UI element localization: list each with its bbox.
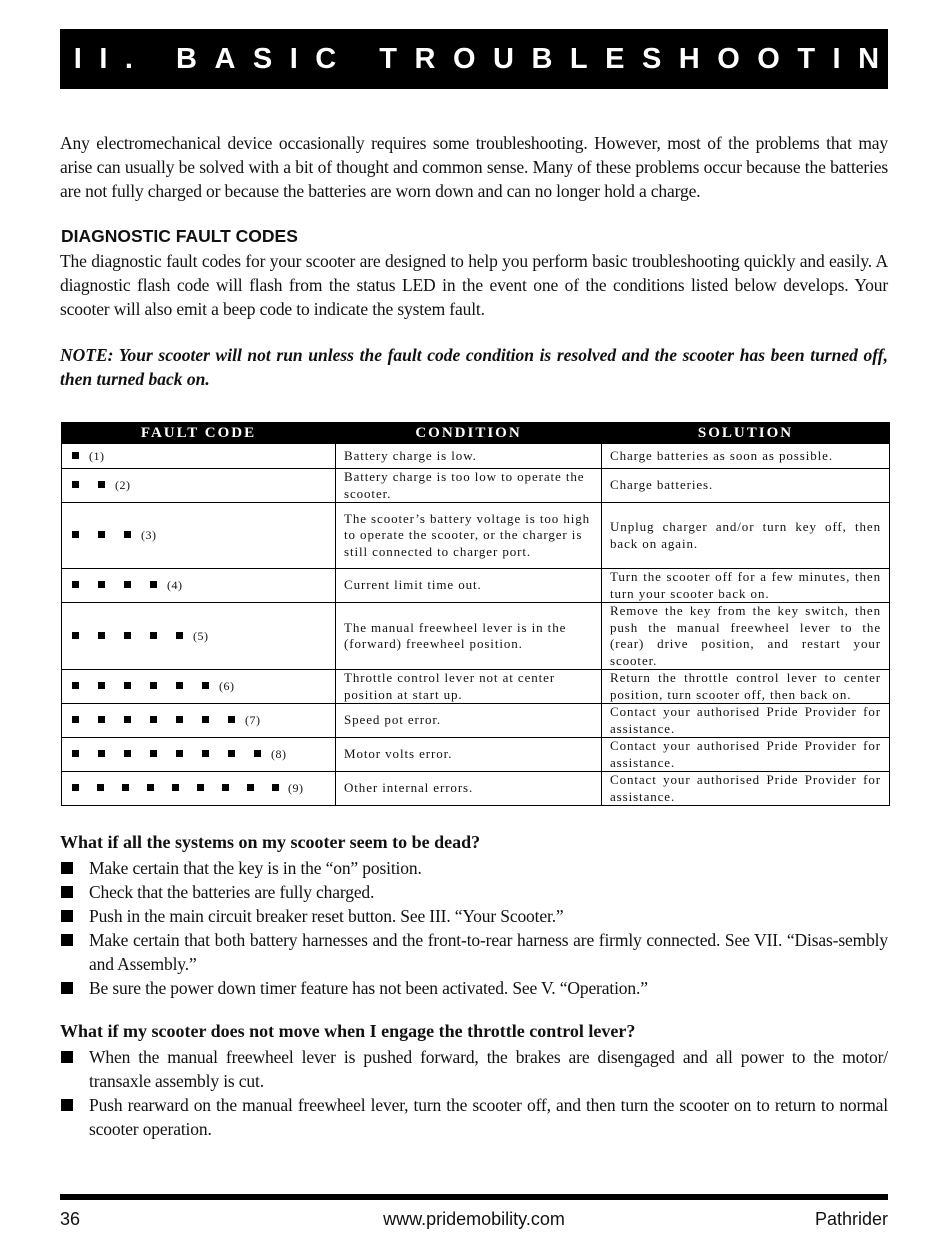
solution-cell: Charge batteries as soon as possible.: [602, 444, 890, 469]
header-solution: SOLUTION: [602, 423, 890, 444]
flash-square-icon: [147, 784, 154, 791]
list-item-text: Push rearward on the manual freewheel lever, turn the scooter off, and then turn the scooter on to return to normal scooter operation.: [89, 1095, 888, 1139]
flash-square-icon: [72, 750, 79, 757]
flash-square-icon: [72, 682, 79, 689]
flash-square-icon: [254, 750, 261, 757]
flash-square-icon: [98, 716, 105, 723]
fault-code-table: [61, 422, 890, 806]
flash-square-icon: [197, 784, 204, 791]
table-header-row: [62, 423, 890, 444]
fault-code-number: (5): [193, 628, 209, 643]
fault-code-cell: [62, 569, 336, 603]
flash-square-icon: [122, 784, 129, 791]
fault-code-number: (6): [219, 679, 235, 694]
flash-square-icon: [272, 784, 279, 791]
flash-squares: [72, 678, 228, 693]
fault-code-number: (4): [167, 578, 183, 593]
fault-code-number: (9): [288, 781, 304, 796]
condition-cell: Current limit time out.: [336, 569, 602, 603]
footer-rule: [60, 1194, 888, 1200]
square-bullet-icon: [61, 1051, 73, 1063]
table-row: [62, 603, 890, 670]
solution-cell: Contact your authorised Pride Provider for assistance.: [602, 738, 890, 772]
fault-code-number: (3): [141, 528, 157, 543]
fault-code-cell: [62, 503, 336, 569]
flash-square-icon: [176, 682, 183, 689]
flash-square-icon: [150, 632, 157, 639]
flash-square-icon: [150, 750, 157, 757]
list-item-text: Be sure the power down timer feature has not been activated. See V. “Operation.”: [89, 978, 648, 998]
list-item-text: Push in the main circuit breaker reset button. See III. “Your Scooter.”: [89, 906, 564, 926]
flash-square-icon: [202, 716, 209, 723]
flash-square-icon: [98, 682, 105, 689]
condition-cell: Motor volts error.: [336, 738, 602, 772]
table-row: [62, 444, 890, 469]
square-bullet-icon: [61, 910, 73, 922]
fault-code-cell: [62, 603, 336, 670]
flash-square-icon: [247, 784, 254, 791]
flash-square-icon: [97, 784, 104, 791]
condition-cell: Battery charge is too low to operate the scooter.: [336, 469, 602, 503]
flash-square-icon: [72, 452, 79, 459]
flash-squares: [72, 780, 297, 795]
list-item: [60, 1045, 888, 1093]
fault-code-cell: [62, 738, 336, 772]
flash-square-icon: [124, 682, 131, 689]
flash-square-icon: [124, 716, 131, 723]
faq-question-dead-systems: What if all the systems on my scooter seem to be dead?: [60, 832, 481, 852]
list-item-text: Make certain that the key is in the “on” position.: [89, 858, 422, 878]
condition-cell: The scooter’s battery voltage is too high to operate the scooter, or the charger is still connected to charger port.: [336, 503, 602, 569]
flash-square-icon: [124, 632, 131, 639]
solution-cell: Contact your authorised Pride Provider for assistance.: [602, 704, 890, 738]
list-item: [60, 928, 888, 976]
table-row: [62, 469, 890, 503]
square-bullet-icon: [61, 1099, 73, 1111]
flash-square-icon: [124, 750, 131, 757]
flash-square-icon: [150, 682, 157, 689]
table-row: [62, 738, 890, 772]
page-number: 36: [60, 1209, 81, 1229]
solution-cell: Remove the key from the key switch, then push the manual freewheel lever to the (rear) drive position, and restart your scooter.: [602, 603, 890, 670]
fault-code-cell: [62, 704, 336, 738]
list-item: [60, 856, 888, 880]
note-paragraph: NOTE: Your scooter will not run unless the fault code condition is resolved and the scooter has been turned off, then turned back on.: [60, 345, 888, 389]
header-fault-code: FAULT CODE: [62, 423, 336, 444]
list-item-text: Make certain that both battery harnesses and the front-to-rear harness are firmly connected. See VII. “Disas-sembly and Assembly.”: [89, 930, 888, 974]
fault-code-cell: [62, 469, 336, 503]
flash-square-icon: [124, 531, 131, 538]
table-row: [62, 569, 890, 603]
fault-code-number: (1): [89, 448, 105, 463]
flash-square-icon: [98, 581, 105, 588]
flash-square-icon: [150, 716, 157, 723]
flash-square-icon: [98, 481, 105, 488]
faq-question-no-move: What if my scooter does not move when I engage the throttle control lever?: [60, 1021, 636, 1041]
flash-squares: [72, 746, 280, 761]
flash-squares: [72, 527, 150, 542]
flash-squares: [72, 577, 176, 592]
flash-square-icon: [202, 682, 209, 689]
square-bullet-icon: [61, 982, 73, 994]
flash-square-icon: [202, 750, 209, 757]
flash-square-icon: [98, 531, 105, 538]
intro-paragraph: Any electromechanical device occasionally requires some troubleshooting. However, most of the problems that may arise can usually be solved with a bit of thought and common sense. Many of these problems occur because the batteries are not fully charged or because the batteries are worn down and can no longer hold a charge.: [60, 133, 888, 201]
list-item: [60, 880, 888, 904]
flash-square-icon: [228, 750, 235, 757]
list-item-text: Check that the batteries are fully charged.: [89, 882, 375, 902]
section-title: VIII. BASIC TROUBLESHOOTING: [60, 29, 888, 89]
flash-square-icon: [72, 481, 79, 488]
list-item-text: When the manual freewheel lever is pushed forward, the brakes are disengaged and all power to the motor/ transaxle assembly is cut.: [89, 1047, 888, 1091]
condition-cell: Battery charge is low.: [336, 444, 602, 469]
fault-code-cell: [62, 444, 336, 469]
flash-square-icon: [222, 784, 229, 791]
faq-list-dead-systems: [60, 856, 888, 1000]
square-bullet-icon: [61, 862, 73, 874]
flash-square-icon: [176, 750, 183, 757]
table-row: [62, 704, 890, 738]
list-item: [60, 1093, 888, 1141]
solution-cell: Contact your authorised Pride Provider for assistance.: [602, 772, 890, 806]
flash-square-icon: [228, 716, 235, 723]
flash-square-icon: [72, 632, 79, 639]
flash-square-icon: [150, 581, 157, 588]
flash-square-icon: [98, 632, 105, 639]
solution-cell: Charge batteries.: [602, 469, 890, 503]
condition-cell: Other internal errors.: [336, 772, 602, 806]
fault-code-cell: [62, 670, 336, 704]
flash-square-icon: [72, 716, 79, 723]
list-item: [60, 904, 888, 928]
faq-list-no-move: [60, 1045, 888, 1141]
flash-square-icon: [176, 632, 183, 639]
table-row: [62, 503, 890, 569]
flash-square-icon: [72, 581, 79, 588]
flash-square-icon: [72, 784, 79, 791]
product-name: Pathrider: [814, 1209, 888, 1229]
condition-cell: Speed pot error.: [336, 704, 602, 738]
diagnostic-heading: DIAGNOSTIC FAULT CODES: [61, 226, 298, 246]
fault-code-number: (7): [245, 713, 261, 728]
table-row: [62, 670, 890, 704]
footer: [60, 1209, 888, 1235]
footer-url: www.pridemobility.com: [383, 1209, 565, 1229]
flash-square-icon: [124, 581, 131, 588]
diagnostic-paragraph: The diagnostic fault codes for your scooter are designed to help you perform basic troubleshooting quickly and easily. A diagnostic flash code will flash from the status LED in the event one of the conditions listed below develops. Your scooter will also emit a beep code to indicate the system fault.: [60, 251, 888, 319]
table-row: [62, 772, 890, 806]
fault-code-number: (2): [115, 478, 131, 493]
header-condition: CONDITION: [336, 423, 602, 444]
square-bullet-icon: [61, 934, 73, 946]
flash-square-icon: [98, 750, 105, 757]
flash-squares: [72, 712, 254, 727]
solution-cell: Turn the scooter off for a few minutes, then turn your scooter back on.: [602, 569, 890, 603]
flash-square-icon: [172, 784, 179, 791]
fault-code-number: (8): [271, 747, 287, 762]
condition-cell: Throttle control lever not at center position at start up.: [336, 670, 602, 704]
solution-cell: Unplug charger and/or turn key off, then back on again.: [602, 503, 890, 569]
list-item: [60, 976, 888, 1000]
flash-square-icon: [72, 531, 79, 538]
square-bullet-icon: [61, 886, 73, 898]
solution-cell: Return the throttle control lever to center position, turn scooter off, then back on.: [602, 670, 890, 704]
fault-code-cell: [62, 772, 336, 806]
flash-squares: [72, 628, 202, 643]
flash-square-icon: [176, 716, 183, 723]
condition-cell: The manual freewheel lever is in the (forward) freewheel position.: [336, 603, 602, 670]
